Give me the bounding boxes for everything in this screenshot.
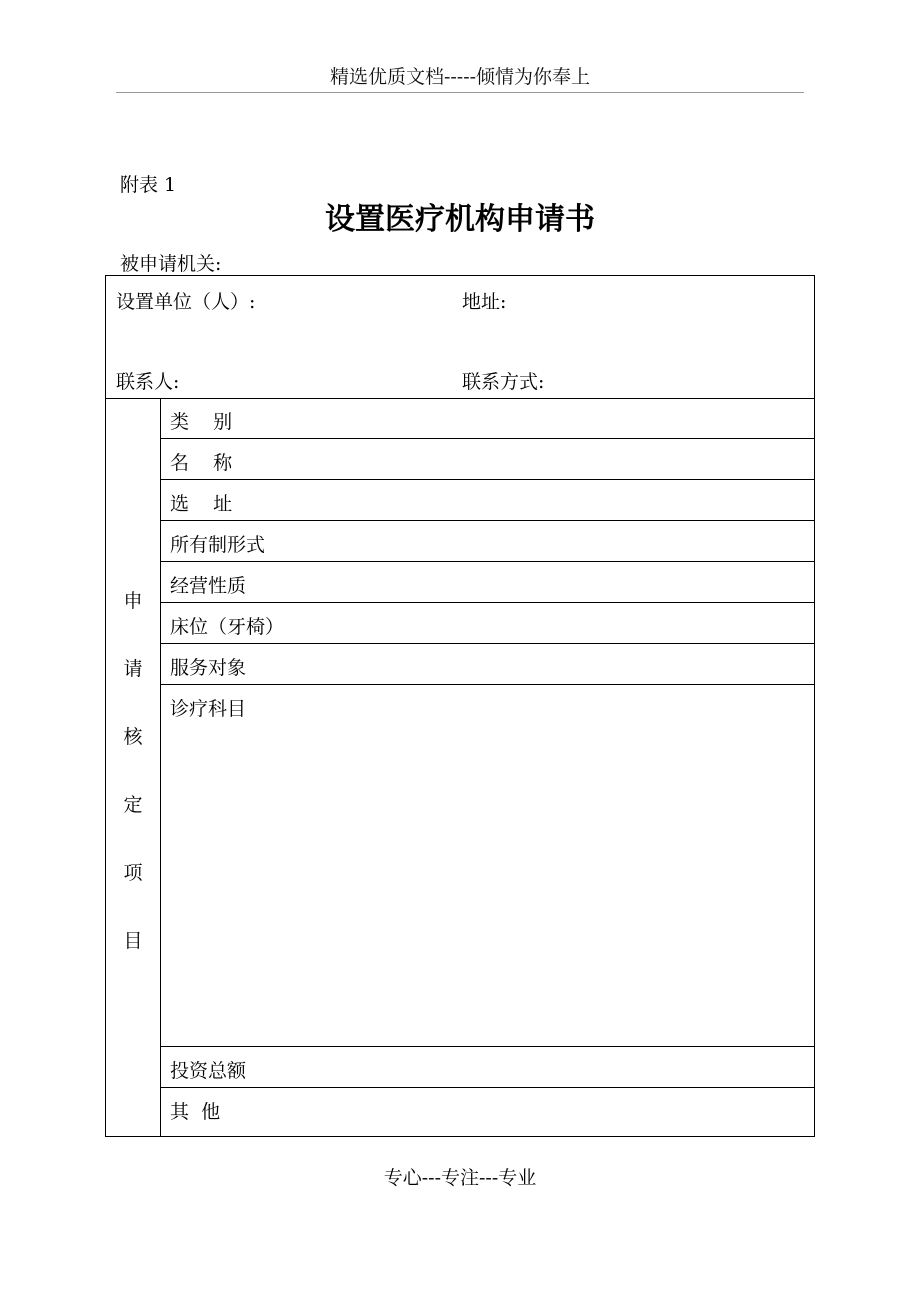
page-header: 精选优质文档-----倾情为你奉上 bbox=[116, 62, 804, 93]
row-divider bbox=[160, 561, 814, 562]
section-label-char: 项 bbox=[123, 862, 143, 884]
row-label-business-nature: 经营性质 bbox=[170, 575, 247, 597]
row-divider bbox=[160, 602, 814, 603]
row-label-other: 其 他 bbox=[170, 1101, 221, 1123]
row-label-service-target: 服务对象 bbox=[170, 657, 247, 679]
row-label-name: 名 称 bbox=[170, 452, 233, 474]
document-title: 设置医疗机构申请书 bbox=[325, 202, 595, 237]
row-divider bbox=[160, 479, 814, 480]
row-divider bbox=[160, 1087, 814, 1088]
unit-field-label: 设置单位（人）: bbox=[116, 291, 256, 313]
row-label-category: 类 别 bbox=[170, 411, 233, 433]
section-label-char: 定 bbox=[123, 794, 143, 816]
row-label-diagnosis-subjects: 诊疗科目 bbox=[170, 698, 247, 720]
contact-person-field-label: 联系人: bbox=[116, 371, 180, 393]
row-label-total-investment: 投资总额 bbox=[170, 1060, 247, 1082]
applicant-block-divider bbox=[106, 398, 814, 399]
contact-method-field-label: 联系方式: bbox=[462, 371, 545, 393]
page-footer: 专心---专注---专业 bbox=[383, 1167, 537, 1189]
row-divider bbox=[160, 643, 814, 644]
section-label-char: 请 bbox=[123, 658, 143, 680]
application-form-table bbox=[105, 275, 815, 1137]
section-label-char: 申 bbox=[123, 590, 143, 612]
recipient-label: 被申请机关: bbox=[120, 253, 222, 275]
attachment-label: 附表 1 bbox=[120, 174, 177, 196]
row-label-beds: 床位（牙椅） bbox=[170, 616, 285, 638]
section-column-divider bbox=[160, 398, 161, 1136]
section-label-char: 核 bbox=[123, 726, 143, 748]
address-field-label: 地址: bbox=[462, 291, 507, 313]
row-divider bbox=[160, 520, 814, 521]
row-label-ownership: 所有制形式 bbox=[170, 534, 266, 556]
row-divider bbox=[160, 684, 814, 685]
section-label-char: 目 bbox=[123, 930, 143, 952]
row-label-site: 选 址 bbox=[170, 493, 233, 515]
row-divider bbox=[160, 1046, 814, 1047]
row-divider bbox=[160, 438, 814, 439]
